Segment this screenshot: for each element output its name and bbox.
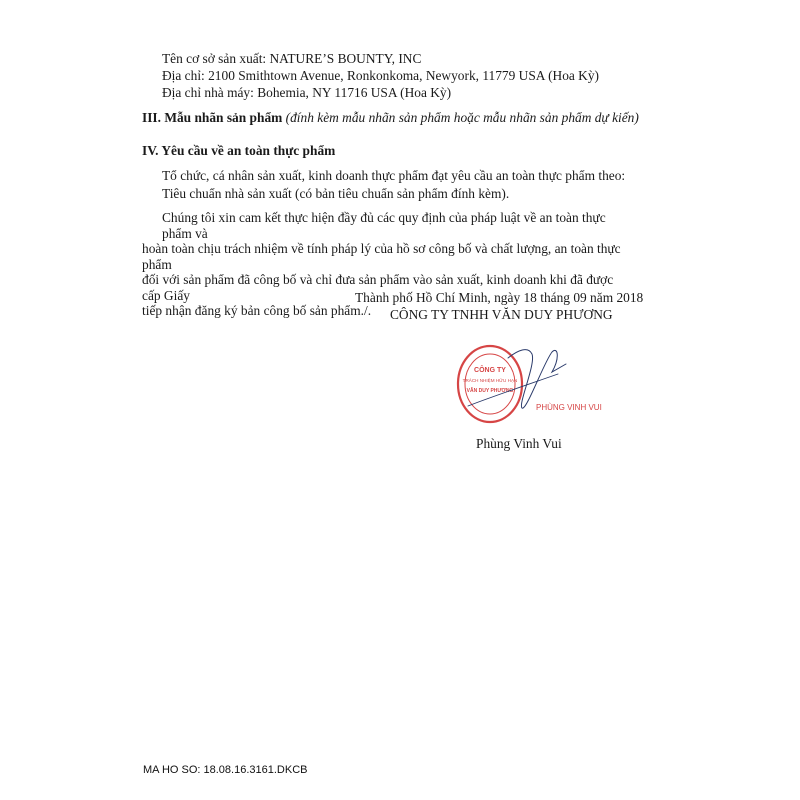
company-seal-icon [448, 344, 602, 429]
commitment-line: đối với sản phẩm đã công bố và chỉ đưa sản phẩm vào sản xuất, kinh doanh khi đã được cấp Giấy [142, 272, 614, 303]
stamp-subtitle: TRÁCH NHIỆM HỮU HẠN [462, 378, 518, 383]
section-4-heading: IV. Yêu cầu về an toàn thực phẩm [142, 143, 336, 158]
section-4-line-2: Tiêu chuẩn nhà sản xuất (có bản tiêu chuẩn sản phẩm đính kèm). [162, 186, 510, 201]
factory-address: Địa chỉ nhà máy: Bohemia, NY 11716 USA (Hoa Kỳ) [162, 85, 452, 100]
commitment-line: Chúng tôi xin cam kết thực hiện đầy đủ các quy định của pháp luật về an toàn thực phẩm và [162, 210, 606, 241]
commitment-line: hoàn toàn chịu trách nhiệm về tính pháp lý của hồ sơ công bố và chất lượng, an toàn thực phẩm [142, 241, 621, 272]
company-name: CÔNG TY TNHH VĂN DUY PHƯƠNG [390, 307, 613, 322]
section-3-heading: III. Mẫu nhãn sản phẩm [142, 110, 283, 125]
place-date: Thành phố Hồ Chí Minh, ngày 18 tháng 09 năm 2018 [355, 290, 644, 305]
signer-name: Phùng Vinh Vui [476, 436, 562, 451]
section-3-note: (đính kèm mẫu nhãn sản phẩm hoặc mẫu nhãn sản phẩm dự kiến) [285, 110, 639, 125]
stamp-title: CÔNG TY [474, 367, 506, 374]
commitment-line: tiếp nhận đăng ký bản công bố sản phẩm./. [142, 303, 372, 318]
manufacturer-name: Tên cơ sở sản xuất: NATURE’S BOUNTY, INC [162, 51, 422, 66]
manufacturer-address: Địa chỉ: 2100 Smithtown Avenue, Ronkonkoma, Newyork, 11779 USA (Hoa Kỳ) [162, 68, 600, 83]
section-4-line-1: Tổ chức, cá nhân sản xuất, kinh doanh thực phẩm đạt yêu cầu an toàn thực phẩm theo: [162, 168, 626, 183]
stamp-signer: PHÙNG VINH VUI [536, 403, 602, 412]
stamp-company: VĂN DUY PHƯƠNG [466, 388, 514, 394]
section-3 [142, 110, 639, 126]
file-code: MA HO SO: 18.08.16.3161.DKCB [143, 764, 308, 776]
